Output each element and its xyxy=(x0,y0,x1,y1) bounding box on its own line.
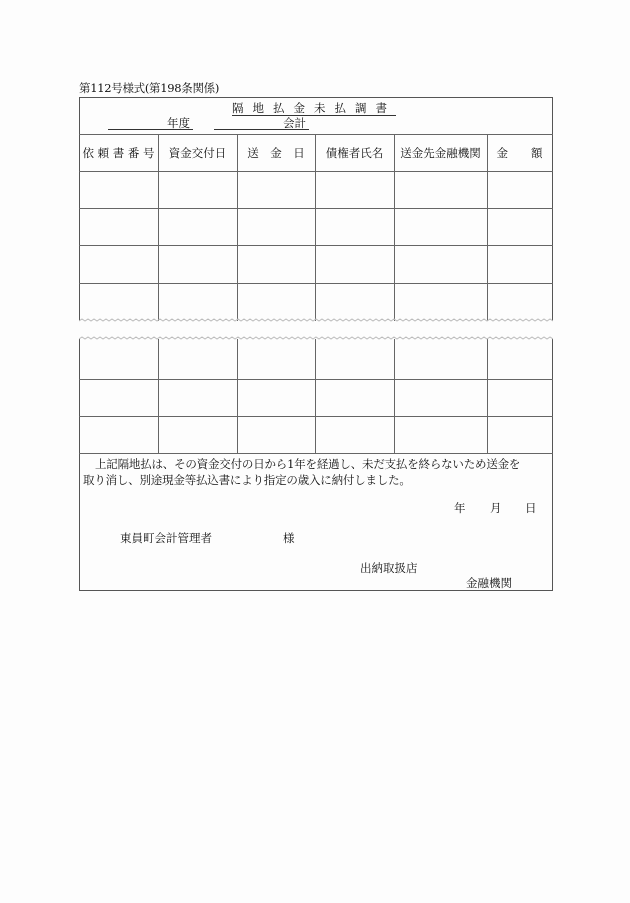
col-header-creditor-name: 債権者氏名 xyxy=(325,145,384,160)
wavy-break-bottom xyxy=(79,336,553,342)
column-line xyxy=(237,134,238,453)
form-caption: 第112号様式(第198条関係) xyxy=(79,81,220,95)
account-label: 会計 xyxy=(283,116,306,130)
date-month-label: 月 xyxy=(490,501,502,515)
column-line xyxy=(394,134,395,453)
row-line xyxy=(79,416,553,417)
column-line xyxy=(487,134,488,453)
date-day-label: 日 xyxy=(525,501,537,515)
col-header-fund-date: 資金交付日 xyxy=(168,145,227,160)
col-header-amount: 金 額 xyxy=(496,145,543,160)
col-header-request-number: 依 頼 書 番 号 xyxy=(82,145,155,160)
form-title: 隔地払金未払調書 xyxy=(232,101,396,115)
statement-line-1: 上記隔地払は、その資金交付の日から1年を経過し、未だ支払を終らないため送金を xyxy=(95,457,521,471)
row-line xyxy=(79,245,553,246)
col-header-bank: 送金先金融機関 xyxy=(400,145,481,160)
header-bottom-line xyxy=(79,171,553,172)
institution-label: 金融機関 xyxy=(466,576,512,590)
year-label: 年度 xyxy=(167,116,190,130)
honorific: 様 xyxy=(283,531,295,545)
row-line xyxy=(79,208,553,209)
wavy-break-top xyxy=(79,318,553,324)
row-line xyxy=(79,379,553,380)
addressee: 東員町会計管理者 xyxy=(120,531,212,545)
row-line xyxy=(79,283,553,284)
column-line xyxy=(315,134,316,453)
table-bottom-line xyxy=(79,453,553,454)
column-line xyxy=(158,134,159,453)
col-header-remit-date: 送 金 日 xyxy=(247,145,305,160)
branch-label: 出納取扱店 xyxy=(360,561,418,575)
statement-line-2: 取り消し、別途現金等払込書により指定の歳入に納付しました。 xyxy=(83,473,411,487)
date-year-label: 年 xyxy=(454,501,466,515)
